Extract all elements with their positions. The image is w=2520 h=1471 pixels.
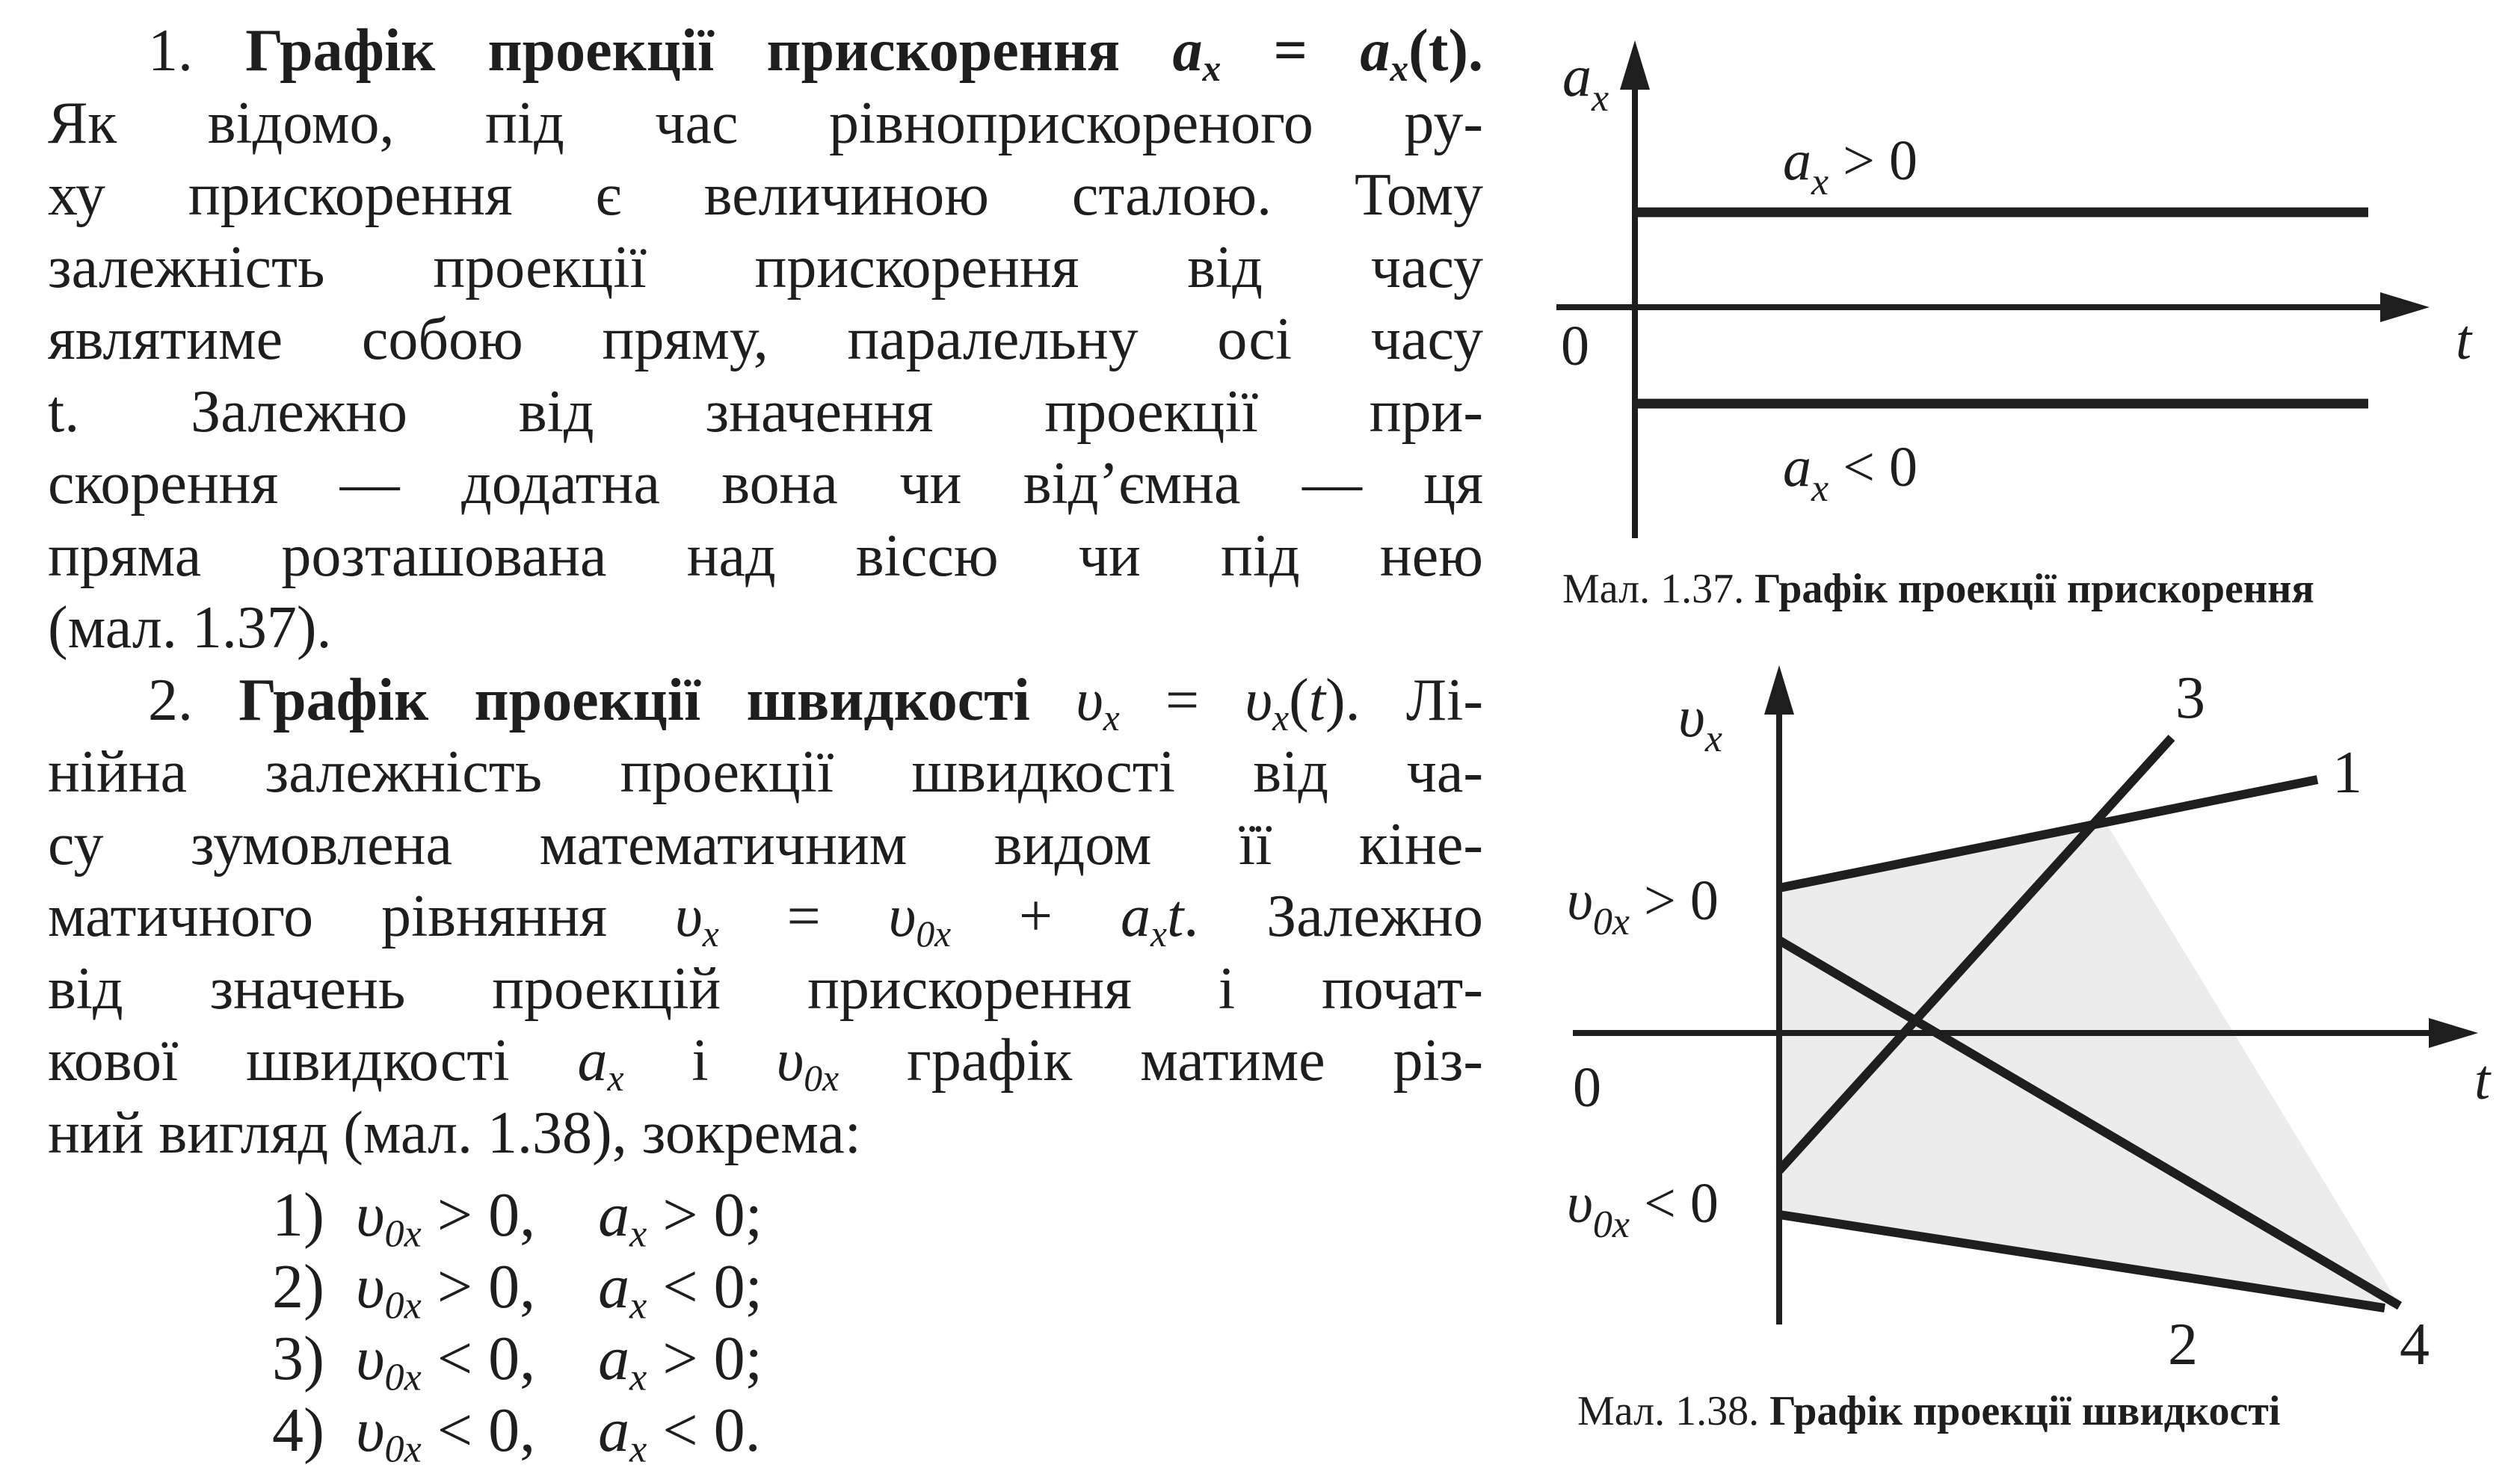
fig137-label-positive: $a_x > 0$ [1783,129,1917,203]
fig138-x-arrow [2429,1018,2478,1048]
fig137-y-arrow [1620,40,1650,90]
section2-line-vars: кової швидкості $a_x$ і $\upsilon_{0x}$ графік матиме різ- [48,1028,1484,1099]
section-acceleration [48,15,1483,664]
kinematic-equation: $\upsilon_x = \upsilon_{0x} + a_xt$. [674,883,1199,955]
section2-formula: $\upsilon_x = \upsilon_x(t)$. [1076,667,1361,738]
section2-line: су зумовлена математичним видом її кіне- [48,811,1483,878]
fig137-svg [1540,30,2482,553]
fig138-y-arrow [1764,665,1794,715]
figure-velocity-graph [1540,658,2497,1378]
case-item: 4) $\upsilon_{0x} < 0$, $a_x < 0$. [272,1396,761,1471]
fig138-line-number-3: 3 [2175,665,2205,731]
section-velocity [48,664,1483,1170]
fig138-svg [1540,658,2497,1378]
fig137-x-arrow [2380,292,2430,322]
text-column [48,15,1484,1471]
section1-heading: Графік проекції прискорення [245,18,1121,84]
section2-heading-line [48,664,1483,737]
fig137-y-label: $a_x$ [1562,43,1609,120]
section2-line: ний вигляд (мал. 1.38), зокрема: [48,1100,862,1166]
section2-line: нійна залежність проекції швидкості від ча- [48,739,1483,805]
case-item: 3) $\upsilon_{0x} < 0$, $a_x > 0$; [272,1324,763,1399]
section2-number: 2. [148,667,193,733]
section1-line: t. Залежно від значення проекції при- [48,378,1483,445]
section2-heading-tail: Лі- [1405,667,1484,733]
section1-line: залежність проекції прискорення від часу [48,234,1483,300]
fig138-v0-negative: $\upsilon_{0x} < 0$ [1567,1172,1719,1246]
fig138-line-number-1: 1 [2332,740,2362,806]
section1-line: (мал. 1.37). [48,595,332,661]
cases-list [272,1179,1483,1471]
fig138-v0-positive: $\upsilon_{0x} > 0$ [1567,869,1719,943]
fig137-caption: Мал. 1.37. Графік проекції прискорення [1562,566,2314,612]
fig138-y-label: $\upsilon_x$ [1678,684,1722,760]
section2-line-equation: матичного рівняння $\upsilon_x = \upsilon_{0x} + a_xt$. Залежно [48,883,1483,955]
fig138-origin: 0 [1573,1056,1601,1119]
fig137-origin: 0 [1561,315,1589,377]
case-item: 1) $\upsilon_{0x} > 0$, $a_x > 0$; [272,1180,763,1256]
fig137-label-negative: $a_x < 0$ [1783,436,1917,510]
figure-acceleration-graph [1540,30,2482,557]
section2-heading: Графік проекції швидкості [238,667,1030,733]
fig138-caption: Мал. 1.38. Графік проекції швидкості [1577,1388,2281,1434]
section1-formula-a: a [1172,18,1203,84]
section1-line: ху прискорення є величиною сталою. Тому [48,162,1483,228]
fig138-line-number-2: 2 [2168,1312,2198,1378]
section2-line: від значень проекцій прискорення і почат- [48,955,1483,1022]
fig138-x-label: t [2474,1049,2491,1111]
section1-line: скорення — додатна вона чи від’ємна — ця [48,451,1483,516]
case-item: 2) $\upsilon_{0x} > 0$, $a_x < 0$; [272,1252,763,1327]
section1-line: Як відомо, під час рівноприскореного ру- [48,90,1483,156]
section1-line: являтиме собою пряму, паралельну осі часу [48,306,1483,372]
section1-number: 1. [148,18,193,84]
section1-heading-line: 1. Графік проекції прискорення $a_x = a_x(t)$. [148,18,1484,89]
fig137-x-label: t [2456,309,2472,371]
fig138-line-number-4: 4 [2400,1312,2430,1378]
section1-line: пряма розташована над віссю чи під нею [48,522,1483,589]
